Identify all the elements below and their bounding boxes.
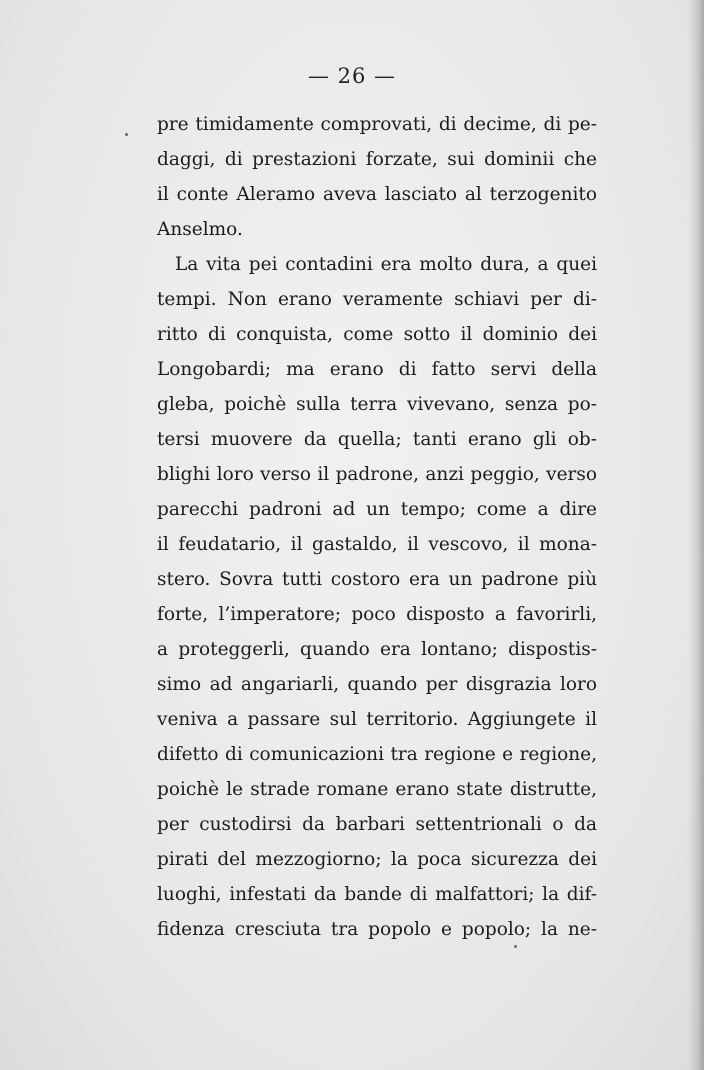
text-line: daggi, di prestazioni forzate, sui dominii che — [157, 149, 597, 170]
text-line: blighi loro verso il padrone, anzi peggio, verso — [157, 464, 597, 485]
text-line: Longobardi; ma erano di fatto servi della — [157, 359, 597, 380]
page-number: — 26 — — [307, 64, 397, 88]
text-line: gleba, poichè sulla terra vivevano, senza po- — [157, 394, 597, 415]
text-line: parecchi padroni ad un tempo; come a dire — [157, 499, 597, 520]
text-line: per custodirsi da barbari settentrionali o da — [157, 814, 597, 835]
text-line: veniva a passare sul territorio. Aggiungete il — [157, 709, 597, 730]
text-line: luoghi, infestati da bande di malfattori; la dif- — [157, 884, 597, 905]
text-line: tempi. Non erano veramente schiavi per di- — [157, 289, 597, 310]
text-line: ritto di conquista, come sotto il dominio dei — [157, 324, 597, 345]
text-line: tersi muovere da quella; tanti erano gli ob- — [157, 429, 597, 450]
text-line: forte, l’imperatore; poco disposto a favorirli, — [157, 604, 597, 625]
text-line: difetto di comunicazioni tra regione e regione, — [157, 744, 597, 765]
text-line: stero. Sovra tutti costoro era un padrone più — [157, 569, 597, 590]
text-line: Anselmo. — [157, 219, 243, 240]
ink-speck — [125, 133, 128, 136]
text-line: il conte Aleramo aveva lasciato al terzogenito — [157, 184, 597, 205]
page-edge-shadow — [688, 0, 704, 1070]
text-line: simo ad angariarli, quando per disgrazia loro — [157, 674, 597, 695]
text-line: il feudatario, il gastaldo, il vescovo, il mona- — [157, 534, 597, 555]
text-line: pirati del mezzogiorno; la poca sicurezza dei — [157, 849, 597, 870]
text-line: a proteggerli, quando era lontano; dispostis- — [157, 639, 597, 660]
text-line: fidenza cresciuta tra popolo e popolo; la ne- — [157, 919, 597, 940]
text-line: poichè le strade romane erano state distrutte, — [157, 779, 597, 800]
body-text — [157, 107, 597, 947]
ink-speck — [514, 945, 517, 948]
text-line: pre timidamente comprovati, di decime, di pe- — [157, 114, 597, 135]
paragraph-start-line: La vita pei contadini era molto dura, a quei — [175, 254, 597, 275]
